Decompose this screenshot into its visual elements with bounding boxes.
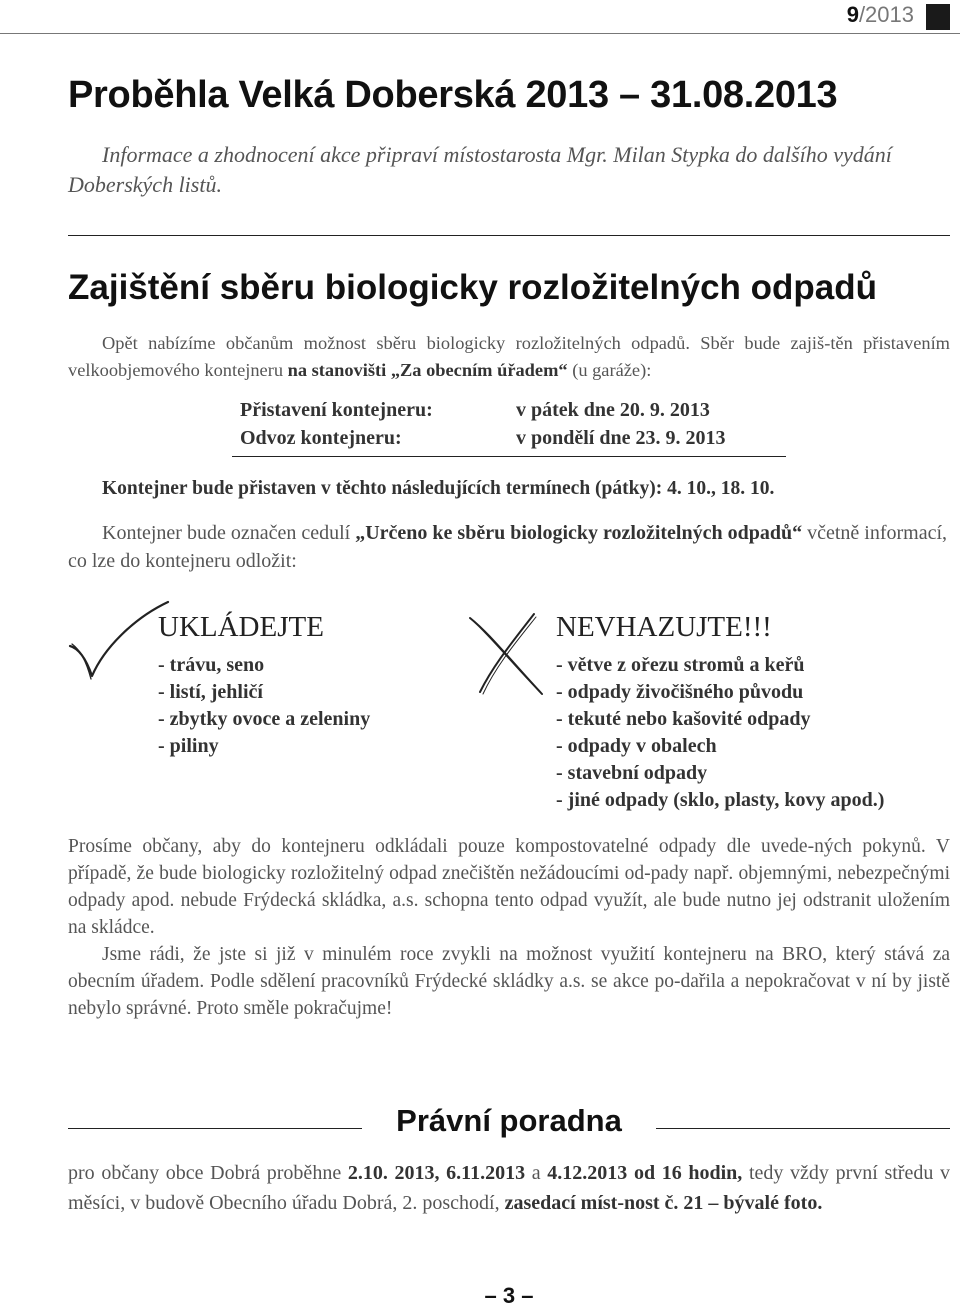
schedule-row-pickup xyxy=(240,424,786,452)
article1-title: Proběhla Velká Doberská 2013 – 31.08.2013 xyxy=(68,74,838,116)
list-item: - větve z ořezu stromů a keřů xyxy=(556,654,805,676)
consultation-room: zasedací míst-nost č. 21 – bývalé foto. xyxy=(504,1192,823,1214)
para4-text-a: pro občany obce Dobrá proběhne xyxy=(68,1162,348,1184)
list-item: - jiné odpady (sklo, plasty, kovy apod.) xyxy=(556,789,885,811)
cross-icon xyxy=(468,612,550,696)
container-schedule xyxy=(240,396,786,452)
list-item: - piliny xyxy=(158,735,219,757)
article1-intro: Informace a zhodnocení akce připraví místostarosta Mgr. Milan Stypka do dalšího vydání Doberských listů. xyxy=(68,142,892,197)
list-item: - odpady živočišného původu xyxy=(556,681,804,703)
article2-paragraph-request: Prosíme občany, aby do kontejneru odkládali pouze kompostovatelné odpady dle uvede-ných pokynů. V případě, že bude biologicky rozložitelný odpad znečištěn nežádoucími od-pady např. objemnými, nebezpečnými odpady apod. nebude Frýdecká skládka, a.s. schopna tento odpad využít, ale bude nutno jej odstranit uložením na skládce. xyxy=(68,836,950,938)
para4-text-e: tedy vždy první středu v měsíci, v budově Obecního úřadu Dobrá, 2. poschodí, xyxy=(68,1162,951,1214)
schedule-value: v pondělí dne 23. 9. 2013 xyxy=(516,427,726,449)
header-rule xyxy=(0,33,960,34)
para1-location: na stanovišti „Za obecním úřadem“ xyxy=(287,360,568,380)
allowed-list xyxy=(158,611,370,760)
article2-paragraph-thanks: Jsme rádi, že jste si již v minulém roce zvykli na možnost využití kontejneru na BRO, který stává za obecním úřadem. Podle sdělení pracovníků Frýdecké skládky a.s. se akce po-dařila a nepokračovat v ní by jistě nebylo správné. Proto směle pokračujme! xyxy=(68,944,950,1019)
schedule-label: Přistavení kontejneru: xyxy=(240,399,433,421)
page-number: – 3 – xyxy=(484,1283,534,1308)
article3-title: Právní poradna xyxy=(396,1103,622,1138)
list-item: - odpady v obalech xyxy=(556,735,717,757)
para2-text-a: Kontejner bude označen cedulí xyxy=(102,522,356,544)
schedule-label: Odvoz kontejneru: xyxy=(240,427,402,449)
forbidden-list-title: NEVHAZUJTE!!! xyxy=(556,611,772,643)
list-item: - stavební odpady xyxy=(556,762,708,784)
header-black-square xyxy=(926,4,950,30)
para4-text-c: a xyxy=(525,1162,548,1184)
schedule-row-delivery xyxy=(240,396,786,424)
section-divider xyxy=(68,235,950,236)
list-item: - listí, jehličí xyxy=(158,681,263,703)
article2-title: Zajištění sběru biologicky rozložitelných odpadů xyxy=(68,268,877,307)
issue-number: 9 xyxy=(846,2,859,27)
article2-paragraph-intro xyxy=(68,330,950,384)
forbidden-list xyxy=(556,611,884,814)
issue-label xyxy=(847,2,914,28)
issue-year: /2013 xyxy=(858,2,914,27)
list-item: - tekuté nebo kašovité odpady xyxy=(556,708,811,730)
list-item: - trávu, seno xyxy=(158,654,265,676)
article2-closing xyxy=(68,833,950,1022)
allowed-list-title: UKLÁDEJTE xyxy=(158,611,324,643)
container-sign-text: „Určeno ke sběru biologicky rozložitelných odpadů“ xyxy=(355,522,803,544)
container-terms: Kontejner bude přistaven v těchto následujících termínech (pátky): 4. 10., 18. 10. xyxy=(102,478,775,499)
para1-text-c: (u garáže): xyxy=(567,360,652,380)
para2-text-c: včetně informací, co lze do kontejneru odložit: xyxy=(68,522,948,572)
list-item: - zbytky ovoce a zeleniny xyxy=(158,708,371,730)
consultation-last-date: 4.12.2013 od 16 hodin, xyxy=(547,1162,743,1184)
schedule-underline xyxy=(232,456,786,457)
article3-paragraph xyxy=(68,1158,950,1218)
consultation-dates: 2.10. 2013, 6.11.2013 xyxy=(347,1162,526,1184)
article2-paragraph-label xyxy=(68,519,950,575)
para1-text-a: Opět nabízíme občanům možnost sběru biologicky rozložitelných odpadů. Sběr bude zajiš-těn přistavením velkoobjemového kontejneru xyxy=(68,333,950,380)
schedule-value: v pátek dne 20. 9. 2013 xyxy=(516,399,710,421)
